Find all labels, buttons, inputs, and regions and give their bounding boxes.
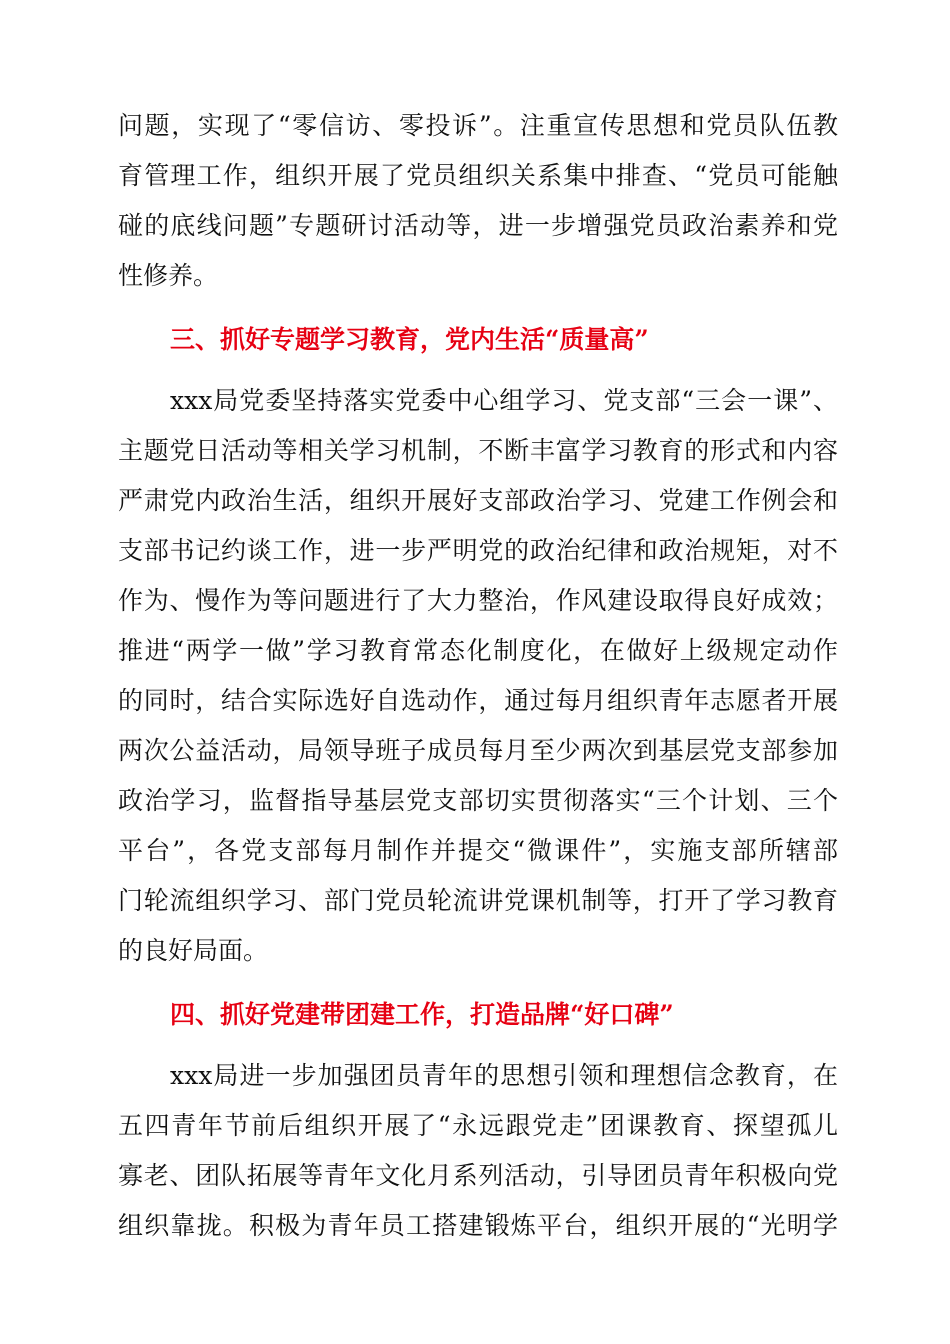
section-heading-3: 三、抓好专题学习教育，党内生活“质量高”	[170, 325, 649, 354]
para1-line-1: 问题，实现了“零信访、零投诉”。注重宣传思想和党员队伍教	[118, 111, 838, 140]
para2-line-9: 政治学习，监督指导基层党支部切实贯彻落实“三个计划、三个	[118, 786, 838, 815]
para2-line-7: 的同时，结合实际选好自选动作，通过每月组织青年志愿者开展	[118, 686, 838, 715]
para2-line-8: 两次公益活动，局领导班子成员每月至少两次到基层党支部参加	[118, 736, 838, 765]
para2-line-2: 主题党日活动等相关学习机制，不断丰富学习教育的形式和内容	[118, 436, 838, 465]
para3-line-1: xxx局进一步加强团员青年的思想引领和理想信念教育，在	[170, 1061, 838, 1090]
para2-line-5: 作为、慢作为等问题进行了大力整治，作风建设取得良好成效；	[118, 586, 838, 615]
para1-line-4: 性修养。	[118, 261, 219, 290]
para2-line-3: 严肃党内政治生活，组织开展好支部政治学习、党建工作例会和	[118, 486, 838, 515]
para2-line-1: xxx局党委坚持落实党委中心组学习、党支部“三会一课”、	[170, 386, 838, 415]
para1-line-2: 育管理工作，组织开展了党员组织关系集中排查、“党员可能触	[118, 161, 838, 190]
para2-line-6: 推进“两学一做”学习教育常态化制度化，在做好上级规定动作	[118, 636, 838, 665]
para3-line-2: 五四青年节前后组织开展了“永远跟党走”团课教育、探望孤儿	[118, 1111, 838, 1140]
para1-line-3: 碰的底线问题”专题研讨活动等，进一步增强党员政治素养和党	[118, 211, 838, 240]
para2-line-12: 的良好局面。	[118, 936, 269, 965]
para2-line-11: 门轮流组织学习、部门党员轮流讲党课机制等，打开了学习教育	[118, 886, 838, 915]
para3-line-3: 寡老、团队拓展等青年文化月系列活动，引导团员青年积极向党	[118, 1161, 838, 1190]
para2-line-10: 平台”，各党支部每月制作并提交“微课件”，实施支部所辖部	[118, 836, 838, 865]
section-heading-4: 四、抓好党建带团建工作，打造品牌“好口碑”	[170, 1000, 674, 1029]
para2-line-4: 支部书记约谈工作，进一步严明党的政治纪律和政治规矩，对不	[118, 536, 838, 565]
para3-line-4: 组织靠拢。积极为青年员工搭建锻炼平台，组织开展的“光明学	[118, 1211, 838, 1240]
